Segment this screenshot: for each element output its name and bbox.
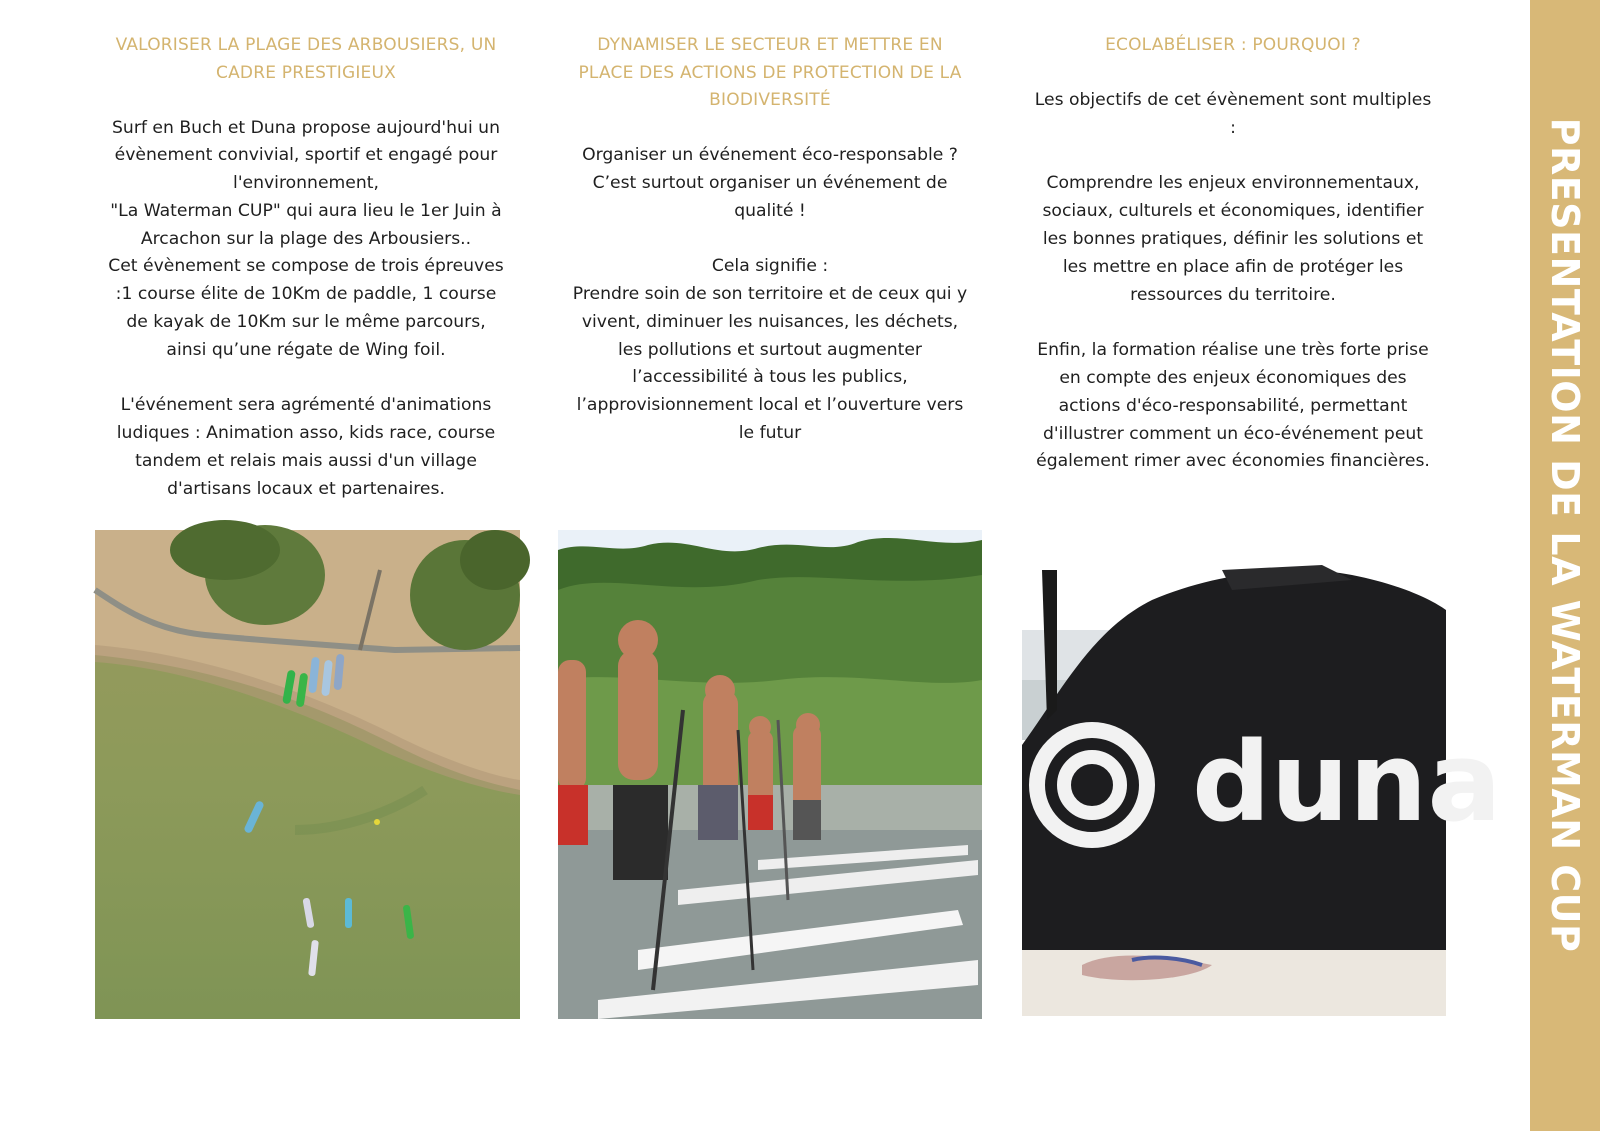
column-body [1023,87,1443,476]
paragraph: Enfin, la formation réalise une très forte prise en compte des enjeux économiques des actions d'éco-responsabilité, permettant d'illustrer comment un éco-événement peut également rimer avec économies financières. [1036,340,1430,472]
paragraph: Surf en Buch et Duna propose aujourd'hui un évènement convivial, sportif et engagé pour l'environnement, "La Waterman CUP" qui aura lieu le 1er Juin à Arcachon sur la plage des Arbousiers.. Cet évènement se compose de trois épreuves :1 course élite de 10Km de paddle, 1 course de kayak de 10Km sur le même parcours, ainsi qu’une régate de Wing foil. [108,117,504,360]
paddlers-photo [558,530,982,1019]
tent-logo-text: duna [1192,718,1502,846]
paragraph: Les objectifs de cet évènement sont multiples : [1034,90,1432,138]
column-beach [96,32,516,504]
column-body [96,115,516,504]
column-biodiversity [560,32,980,448]
column-heading: DYNAMISER LE SECTEUR ET METTRE EN PLACE DES ACTIONS DE PROTECTION DE LA BIODIVERSITÉ [578,35,962,110]
paragraph: Cela signifie : Prendre soin de son territoire et de ceux qui y vivent, diminuer les nuisances, les déchets, les pollutions et surtout augmenter l’accessibilité à tous les publics, l’approvisionnement local et l’ouverture vers le futur [572,256,968,443]
aerial-beach-photo [95,530,520,1019]
sidebar-band [1530,0,1600,1131]
column-heading: ECOLABÉLISER : POURQUOI ? [1105,35,1361,55]
paragraph: Comprendre les enjeux environnementaux, sociaux, culturels et économiques, identifier les bonnes pratiques, définir les solutions et les mettre en place afin de protéger les ressources du territoire. [1042,173,1424,305]
column-body [560,142,980,448]
paragraph: L'événement sera agrémenté d'animations ludiques : Animation asso, kids race, course tandem et relais mais aussi d'un village d'artisans locaux et partenaires. [116,395,496,499]
duna-tent-photo [1022,570,1502,1016]
column-heading: VALORISER LA PLAGE DES ARBOUSIERS, UN CADRE PRESTIGIEUX [115,35,497,83]
column-ecolabel [1023,32,1443,476]
page-title: PRESENTATION DE LA WATERMAN CUP [1543,117,1587,953]
paragraph: Organiser un événement éco-responsable ? C’est surtout organiser un événement de qualité ! [582,145,958,221]
